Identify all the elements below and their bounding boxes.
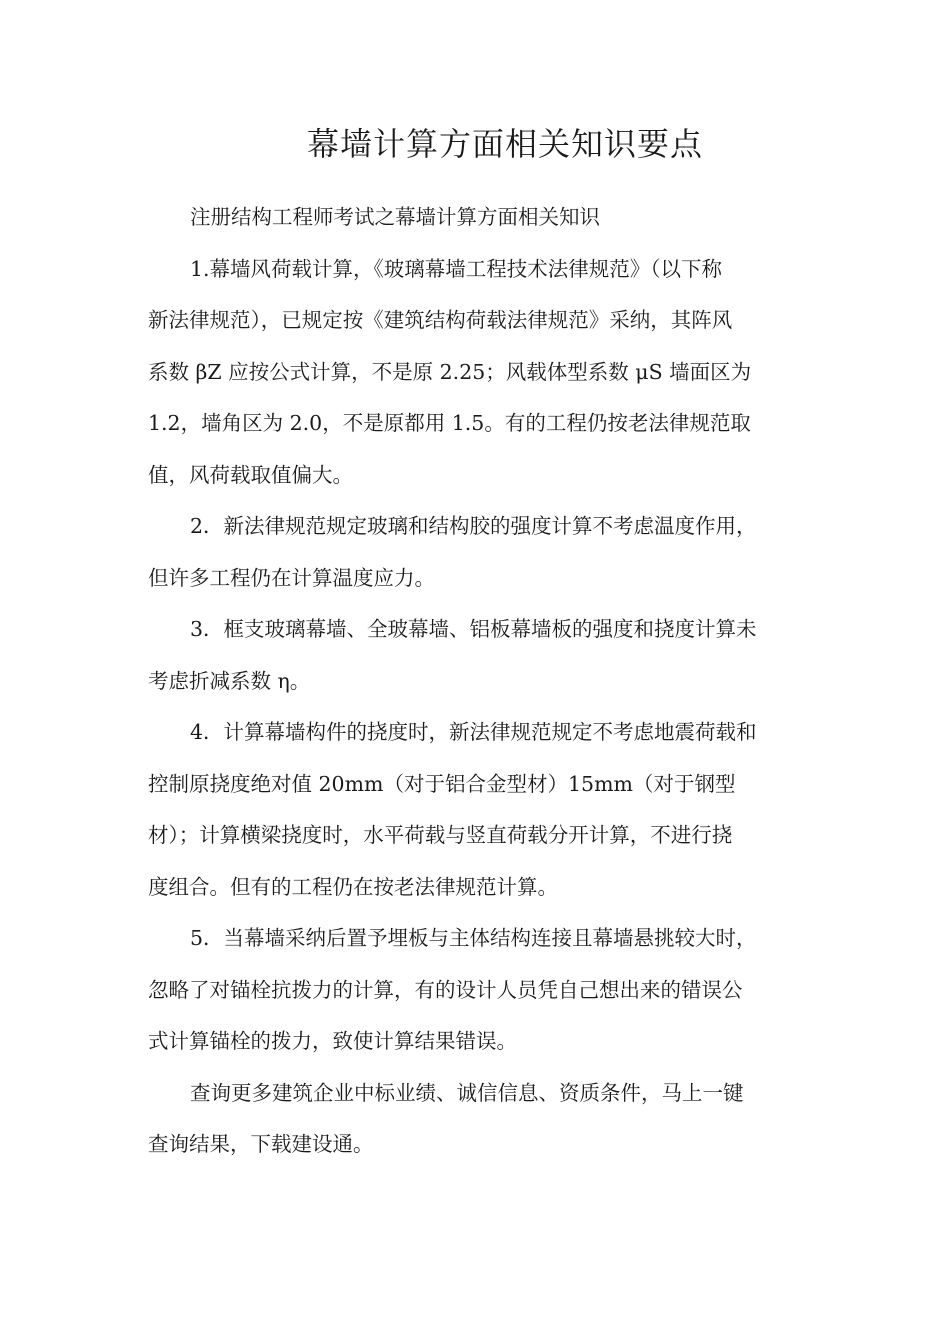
paragraph-line: 2．新法律规范规定玻璃和结构胶的强度计算不考虑温度作用， [190, 514, 757, 538]
paragraph-item-1 [148, 244, 810, 502]
paragraph-line: 值，风荷载取值偏大。 [148, 462, 353, 487]
paragraph-promo [148, 1068, 810, 1171]
paragraph-line: 式计算锚栓的拨力，致使计算结果错误。 [148, 1029, 517, 1053]
paragraph-line: 3．框支玻璃幕墙、全玻幕墙、铝板幕墙板的强度和挠度计算未 [190, 617, 757, 641]
paragraph-line: 系数 βZ 应按公式计算，不是原 2.25；风载体型系数 μS 墙面区为 [148, 359, 752, 384]
paragraph-line: 材）；计算横梁挠度时，水平荷载与竖直荷载分开计算，不进行挠 [148, 823, 733, 847]
paragraph-line: 但许多工程仍在计算温度应力。 [148, 565, 435, 590]
paragraph-line: 5．当幕墙采纳后置予埋板与主体结构连接且幕墙悬挑较大时， [190, 926, 757, 950]
document-body [148, 192, 810, 1171]
paragraph-line: 注册结构工程师考试之幕墙计算方面相关知识 [190, 205, 600, 229]
document-title: 幕墙计算方面相关知识要点 [306, 125, 703, 163]
paragraph-item-5 [148, 913, 810, 1068]
paragraph-line: 度组合。但有的工程仍在按老法律规范计算。 [148, 874, 558, 899]
paragraph-line: 查询结果，下载建设通。 [148, 1132, 374, 1156]
paragraph-item-3 [148, 604, 810, 707]
paragraph-line: 考虑折减系数 η。 [148, 668, 311, 693]
paragraph-intro [148, 192, 810, 244]
paragraph-item-2 [148, 501, 810, 604]
paragraph-line: 新法律规范），已规定按《建筑结构荷载法律规范》采纳，其阵风 [148, 308, 733, 332]
paragraph-line: 查询更多建筑企业中标业绩、诚信信息、资质条件，马上一键 [190, 1080, 744, 1105]
paragraph-line: 忽略了对锚栓抗拨力的计算，有的设计人员凭自己想出来的错误公 [148, 977, 743, 1002]
paragraph-line: 1.2，墙角区为 2.0，不是原都用 1.5。有的工程仍按老法律规范取 [148, 411, 751, 435]
paragraph-item-4 [148, 707, 810, 913]
paragraph-line: 4．计算幕墙构件的挠度时，新法律规范规定不考虑地震荷载和 [190, 720, 757, 744]
paragraph-line: 控制原挠度绝对值 20mm（对于铝合金型材）15mm（对于钢型 [148, 771, 736, 796]
paragraph-line: 1.幕墙风荷载计算，《玻璃幕墙工程技术法律规范》（以下称 [190, 256, 723, 281]
